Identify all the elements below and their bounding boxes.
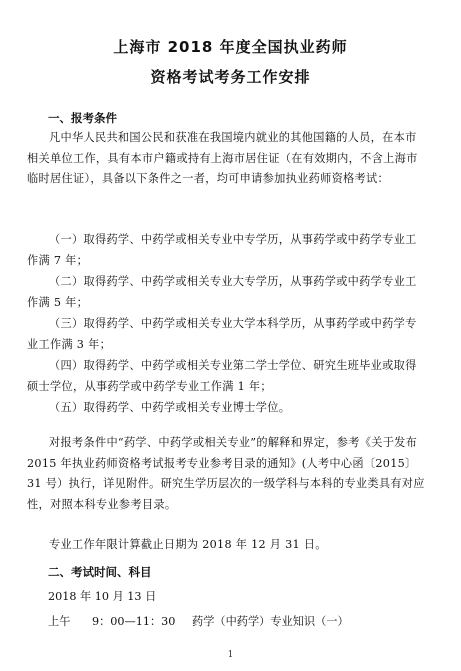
- exam-subject: 药学（中药学）专业知识（一）: [192, 615, 349, 628]
- intro-paragraph: 凡中华人民共和国公民和获准在我国境内就业的其他国籍的人员，在本市相关单位工作，具有本市户籍或持有上海市居住证（在有效期内，不含上海市临时居住证），具备以下条件之一者，均可申请参加执业药师资格考试：: [27, 131, 418, 185]
- document-title-line1: 上海市 2018 年度全国执业药师: [113, 38, 348, 56]
- exam-session: 上午: [48, 615, 71, 628]
- page-number: 1: [227, 650, 234, 660]
- exam-date: 2018 年 10 月 13 日: [48, 590, 157, 603]
- document-title-line2: 资格考试考务工作安排: [150, 68, 311, 86]
- condition-4: （四）取得药学、中药学或相关专业第二学士学位、研究生班毕业或取得硕士学位，从事药学或中药学专业工作满 1 年；: [27, 359, 417, 393]
- condition-2: （二）取得药学、中药学或相关专业大专学历，从事药学或中药学专业工作满 5 年；: [27, 275, 417, 309]
- section2-heading: 二、考试时间、科目: [48, 565, 152, 579]
- note-paragraph: 对报考条件中“药学、中药学或相关专业”的解释和界定，参考《关于发布 2015 年执业药师资格考试报考专业参考目录的通知》(人考中心函〔2015〕31 号）执行，详见附件。研究生学历层次的一级学科与本科的专业类具有对应性，对照本科专业参考目录。: [27, 436, 425, 511]
- condition-1: （一）取得药学、中药学或相关专业中专学历，从事药学或中药学专业工作满 7 年；: [27, 233, 417, 267]
- deadline-paragraph: 专业工作年限计算截止日期为 2018 年 12 月 31 日。: [49, 538, 327, 551]
- condition-3: （三）取得药学、中药学或相关专业大学本科学历，从事药学或中药学专业工作满 3 年；: [27, 317, 417, 351]
- condition-5: （五）取得药学、中药学或相关专业博士学位。: [49, 401, 291, 414]
- section1-heading: 一、报考条件: [48, 111, 117, 125]
- exam-time: 9：00—11：30: [92, 615, 176, 628]
